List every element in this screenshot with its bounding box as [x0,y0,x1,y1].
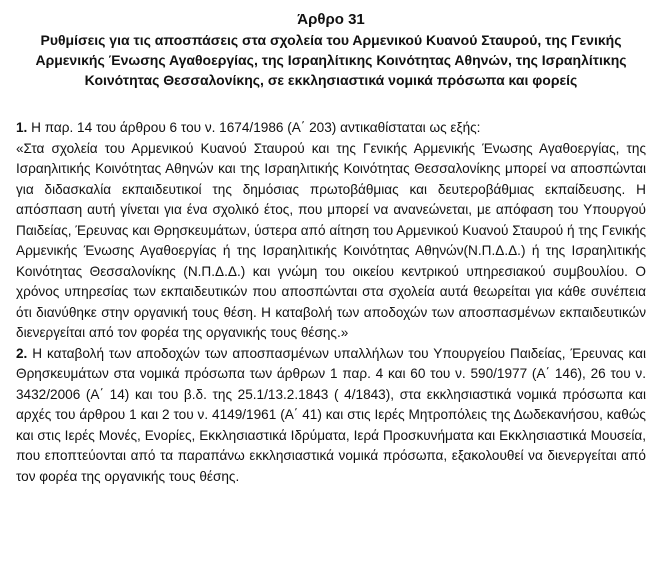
article-body [16,118,646,487]
paragraph-2 [16,344,646,488]
paragraph-1-intro [16,118,646,139]
paragraph-2-number: 2. [16,345,28,361]
article-heading: Ρυθμίσεις για τις αποσπάσεις στα σχολεία του Αρμενικού Κυανού Σταυρού, της Γενικής Αρμενικής Ένωσης Αγαθοεργίας, της Ισραηλίτικης Κοινότητας Αθηνών, της Ισραηλίτικης Κοινότητας Θεσσαλονίκης, σε εκκλησιαστικά νομικά πρόσωπα και φορείς [35,32,627,88]
paragraph-1-number: 1. [16,120,28,135]
paragraph-1-quote: «Στα σχολεία του Αρμενικού Κυανού Σταυρού και της Γενικής Αρμενικής Ένωσης Αγαθοεργίας, της Ισραηλιτικής Κοινότητας Αθηνών και της Ισραηλιτικής Κοινότητας Θεσσαλονίκης μπορεί να αποσπώνται για διδασκαλία εκπαιδευτικοί της δημόσιας πρωτοβάθμιας και δευτεροβάθμιας εκπαίδευσης. Η απόσπαση αυτή γίνεται για ένα σχολικό έτος, που μπορεί να ανανεώνεται, με απόφαση του Υπουργού Παιδείας, Έρευνας και Θρησκευμάτων, ύστερα από αίτηση του Αρμενικού Κυανού Σταυρού ή της Γενικής Αρμενικής Ένωσης Αγαθοεργίας ή της Ισραηλιτικής Κοινότητας Αθηνών(Ν.Π.Δ.Δ.) ή της Ισραηλιτικής Κοινότητας Θεσσαλονίκης (Ν.Π.Δ.Δ.) και γνώμη του οικείου κεντρικού υπηρεσιακού συμβουλίου. Ο χρόνος υπηρεσίας των εκπαιδευτικών που αποσπώνται στα σχολεία αυτά θεωρείται για κάθε συνέπεια ότι διανύθηκε στην οργανική τους θέση. Η καταβολή των αποδοχών των αποσπασμένων εκπαιδευτικών διενεργείται από τον φορέα της οργανικής τους θέσης.» [16,140,646,340]
document-page [16,10,646,487]
article-title: Άρθρο 31 [297,11,365,28]
paragraph-1-intro-text: Η παρ. 14 του άρθρου 6 του ν. 1674/1986 (Α΄ 203) αντικαθίσταται ως εξής: [31,120,481,135]
paragraph-2-text: Η καταβολή των αποδοχών των αποσπασμένων υπαλλήλων του Υπουργείου Παιδείας, Έρευνας και Θρησκευμάτων στα νομικά πρόσωπα των άρθρων 1 παρ. 4 και 60 του ν. 590/1977 (Α΄ 146), 26 του ν. 3432/2006 (Α΄ 14) και του β.δ. της 25.1/13.2.1843 ( 4/1843), στα εκκλησιαστικά νομικά πρόσωπα και αρχές του άρθρου 1 και 2 του ν. 4149/1961 (Α΄ 41) και στις Ιερές Μητροπόλεις της Δωδεκανήσου, καθώς και στις Ιερές Μονές, Ενορίες, Εκκλησιαστικά Ιδρύματα, Ιερά Προσκυνήματα και Εκκλησιαστικά Μουσεία, που εποπτεύονται από τα παραπάνω εκκλησιαστικά νομικά πρόσωπα, εξακολουθεί να διενεργείται από τον φορέα της οργανικής τους θέσης. [16,345,646,484]
